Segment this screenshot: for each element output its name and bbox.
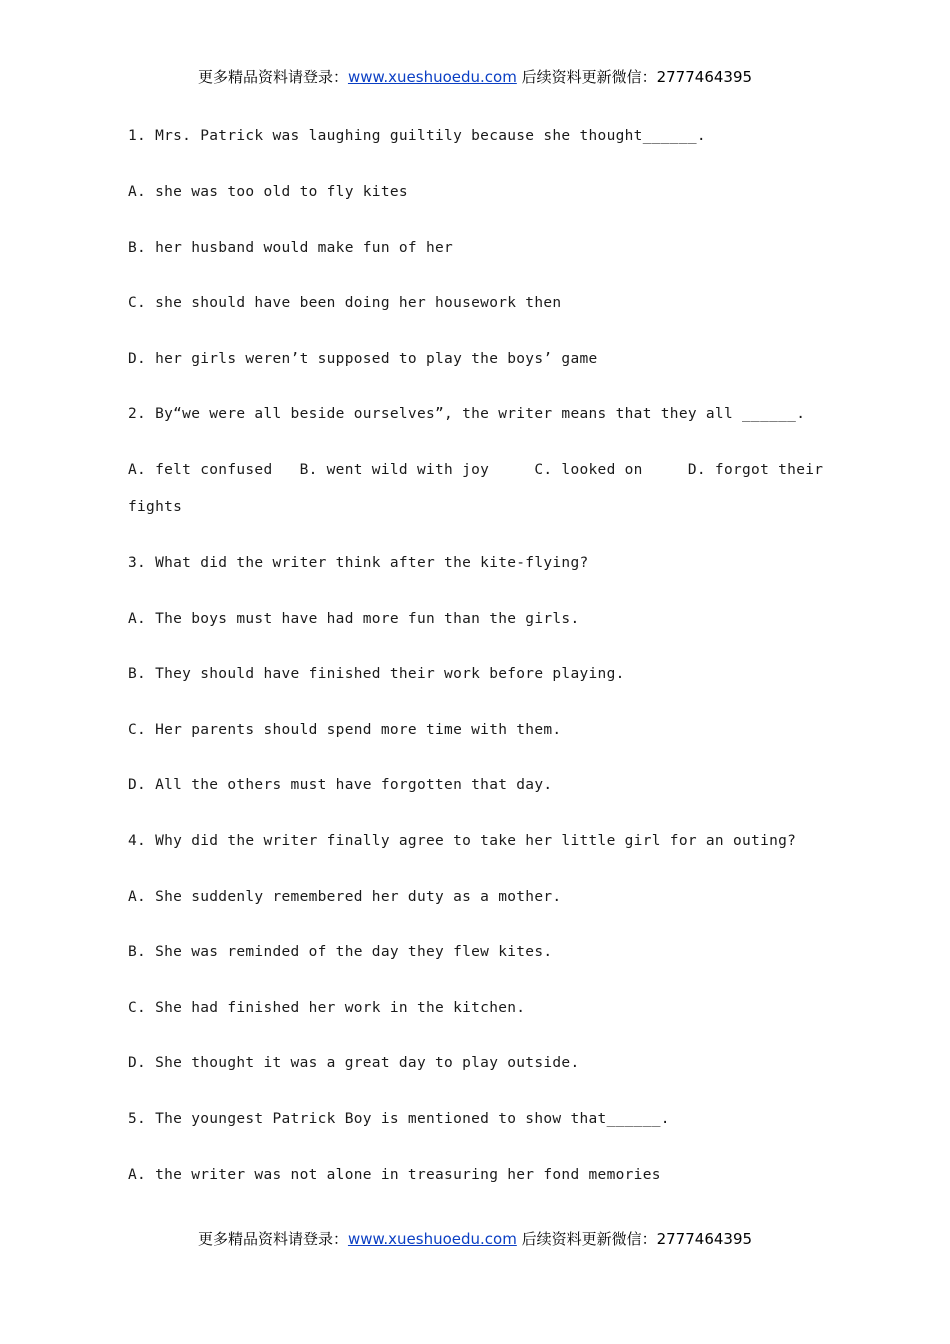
question-3-option-d: D. All the others must have forgotten that day. — [128, 777, 553, 793]
question-2: 2. By“we were all beside ourselves”, the writer means that they all ______. — [128, 406, 806, 422]
header-prefix: 更多精品资料请登录： — [197, 68, 348, 86]
question-4-option-a: A. She suddenly remembered her duty as a mother. — [128, 889, 562, 905]
question-5: 5. The youngest Patrick Boy is mentioned to show that______. — [128, 1111, 670, 1127]
question-4-option-c: C. She had finished her work in the kitchen. — [128, 1000, 526, 1016]
question-1: 1. Mrs. Patrick was laughing guiltily because she thought______. — [128, 128, 706, 144]
question-4-option-d: D. She thought it was a great day to play outside. — [128, 1055, 580, 1071]
question-1-option-d: D. her girls weren’t supposed to play the boys’ game — [128, 351, 598, 367]
page-footer — [0, 1228, 950, 1249]
header-wechat: 后续资料更新微信：2777464395 — [516, 68, 753, 86]
question-3-option-a: A. The boys must have had more fun than the girls. — [128, 611, 580, 627]
question-5-option-a: A. the writer was not alone in treasuring her fond memories — [128, 1167, 661, 1183]
question-2-options: A. felt confused B. went wild with joy C. looked on D. forgot their — [128, 462, 824, 478]
question-3-option-c: C. Her parents should spend more time with them. — [128, 722, 562, 738]
header-website-link[interactable]: www.xueshuoedu.com — [347, 68, 517, 86]
question-3-option-b: B. They should have finished their work before playing. — [128, 666, 625, 682]
footer-website-link[interactable]: www.xueshuoedu.com — [347, 1230, 517, 1248]
question-4: 4. Why did the writer finally agree to take her little girl for an outing? — [128, 833, 797, 849]
question-1-option-b: B. her husband would make fun of her — [128, 240, 454, 256]
footer-prefix: 更多精品资料请登录： — [197, 1230, 348, 1248]
question-2-options-continued: fights — [128, 499, 183, 515]
page-header — [0, 66, 950, 87]
question-3: 3. What did the writer think after the kite-flying? — [128, 555, 589, 571]
question-1-option-c: C. she should have been doing her housework then — [128, 295, 562, 311]
question-1-option-a: A. she was too old to fly kites — [128, 184, 408, 200]
footer-wechat: 后续资料更新微信：2777464395 — [516, 1230, 753, 1248]
question-4-option-b: B. She was reminded of the day they flew kites. — [128, 944, 553, 960]
